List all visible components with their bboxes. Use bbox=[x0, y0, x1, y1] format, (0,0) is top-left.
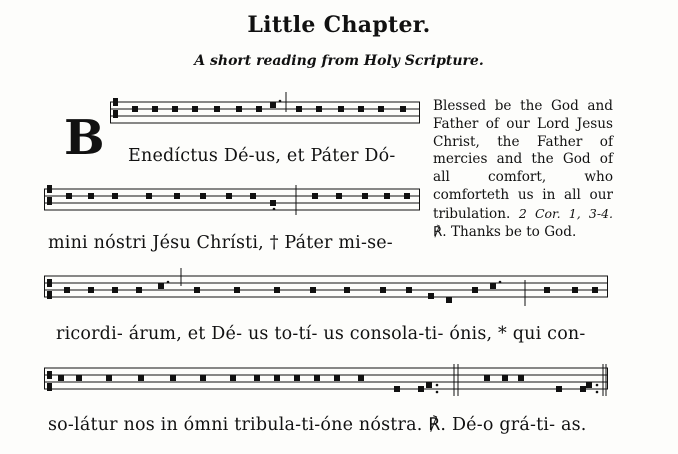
music-staff-1 bbox=[110, 96, 420, 136]
page-subtitle: A short reading from Holy Scripture. bbox=[194, 53, 484, 69]
lyric-line-4: so-látur nos in ómni tribula-ti-óne nóstra. ℟. Dé-o grá-ti- as. bbox=[48, 415, 587, 435]
translation-text bbox=[433, 98, 613, 241]
lyric-line-3: ricordi- árum, et Dé- us to-tí- us consola-ti- ónis, * qui con- bbox=[56, 324, 586, 344]
page-title: Little Chapter. bbox=[247, 12, 431, 38]
translation-body: Blessed be the God and Father of our Lord Jesus Christ, the Father of mercies and the God of all comfort, who comforteth us in all our tribulation. bbox=[433, 98, 613, 222]
translation-response: ℟. Thanks be to God. bbox=[433, 223, 577, 240]
lyric-line-1: Enedíctus Dé-us, et Páter Dó- bbox=[128, 146, 396, 166]
music-staff-3 bbox=[44, 270, 608, 310]
drop-cap-initial: B bbox=[64, 110, 105, 166]
music-staff-2 bbox=[44, 183, 420, 223]
lyric-line-2: mini nóstri Jésu Chrísti, † Páter mi-se- bbox=[48, 233, 393, 253]
scripture-citation: 2 Cor. 1, 3-4. bbox=[518, 205, 613, 221]
music-staff-4 bbox=[44, 362, 608, 402]
